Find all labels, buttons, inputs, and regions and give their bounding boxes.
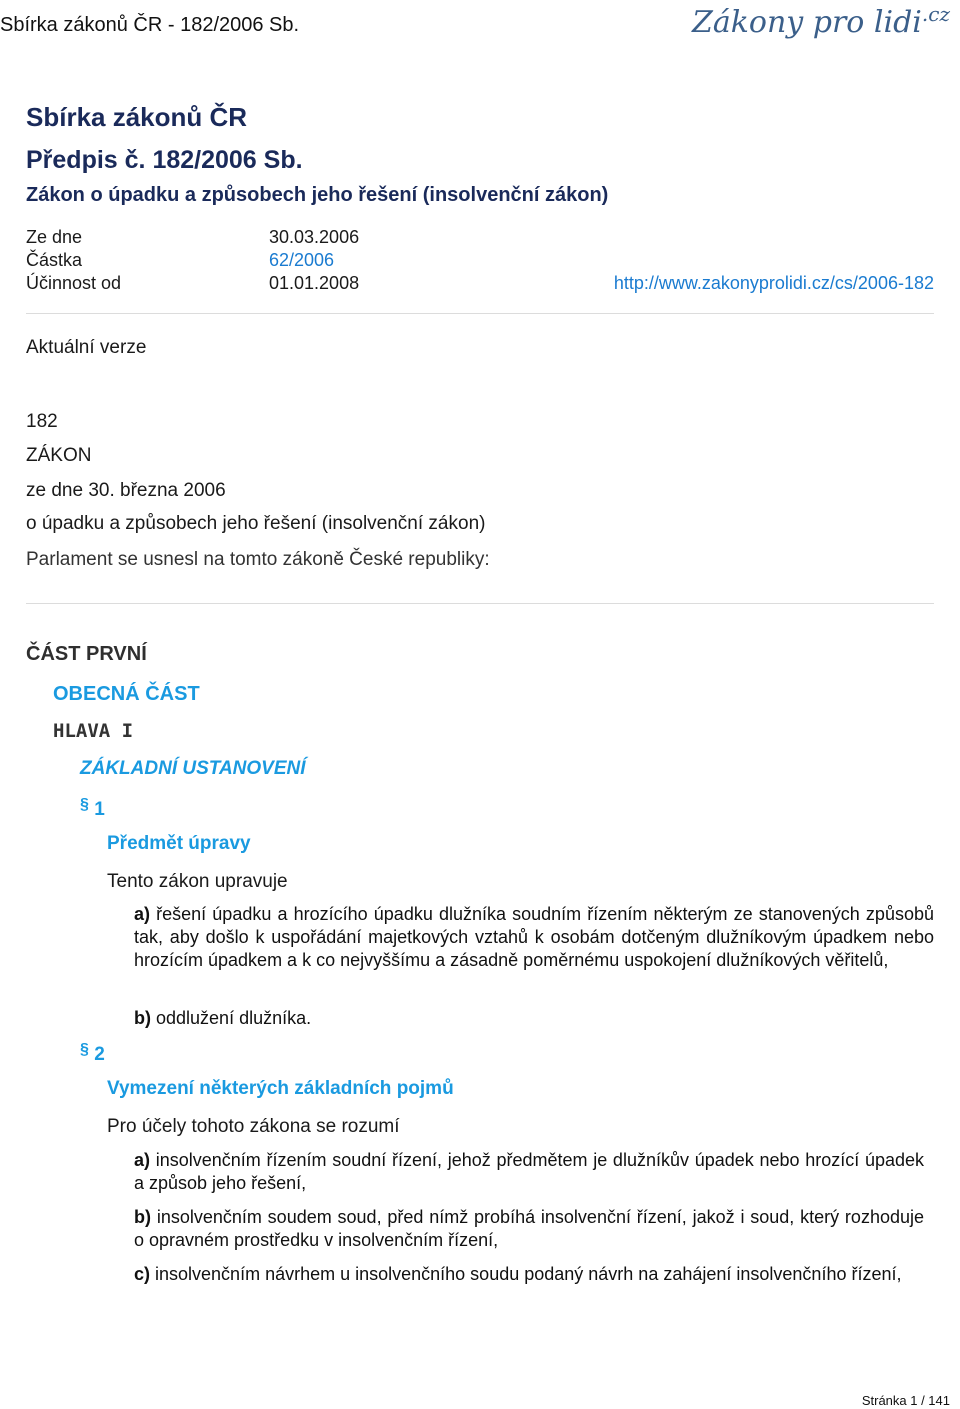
section-2-number: § 2 <box>80 1041 105 1065</box>
site-logo[interactable] <box>692 2 950 40</box>
meta-label-date: Ze dne <box>26 227 83 247</box>
version-label: Aktuální verze <box>26 337 147 358</box>
section-1-intro: Tento zákon upravuje <box>107 871 288 892</box>
section-1-title: Předmět úpravy <box>107 833 251 854</box>
list-item: b) insolvenčním soudem soud, před nímž probíhá insolvenční řízení, jakož i soud, který rozhoduje o opravném prostředku v insolvenčním řízení, <box>134 1207 924 1250</box>
list-item: c) insolvenčním návrhem u insolvenčního soudu podaný návrh na zahájení insolvenčního řízení, <box>134 1264 902 1284</box>
law-number: 182 <box>26 411 58 432</box>
divider <box>26 313 934 314</box>
law-type: ZÁKON <box>26 445 92 466</box>
law-title: Zákon o úpadku a způsobech jeho řešení (insolvenční zákon) <box>26 184 609 206</box>
law-date: ze dne 30. března 2006 <box>26 480 226 501</box>
logo-suffix: .cz <box>921 2 950 26</box>
section-1-number: § 1 <box>80 796 105 820</box>
section-2-intro: Pro účely tohoto zákona se rozumí <box>107 1116 400 1137</box>
list-item: b) oddlužení dlužníka. <box>134 1008 312 1028</box>
window-title: Sbírka zákonů ČR - 182/2006 Sb. <box>0 14 300 36</box>
head-heading: HLAVA I <box>53 720 134 742</box>
preamble: Parlament se usnesl na tomto zákoně České republiky: <box>26 549 490 570</box>
law-subject: o úpadku a způsobech jeho řešení (insolvenční zákon) <box>26 513 486 534</box>
part-heading: ČÁST PRVNÍ <box>26 643 147 665</box>
logo-text: Zákony pro lidi <box>691 5 922 40</box>
meta-label-amount: Částka <box>26 250 83 270</box>
list-item: a) insolvenčním řízením soudní řízení, jehož předmětem je dlužníkův úpadek nebo hrozící úpadek a způsob jeho řešení, <box>134 1150 924 1193</box>
collection-title: Sbírka zákonů ČR <box>26 102 248 132</box>
divider <box>26 603 934 604</box>
meta-value-date: 30.03.2006 <box>269 227 360 247</box>
regulation-number: Předpis č. 182/2006 Sb. <box>26 146 303 174</box>
section-2-title: Vymezení některých základních pojmů <box>107 1078 454 1099</box>
section-symbol: § <box>80 1041 89 1058</box>
list-item: a) řešení úpadku a hrozícího úpadku dlužníka soudním řízením některým ze stanovených způsobů tak, aby došlo k uspořádání majetkových vztahů k osobám dotčeným dlužníkovým úpadkem nebo hrozícím úpadkem a k co nejvyššímu a zásadně poměrnému uspokojení dlužníkových věřitelů, <box>134 904 934 970</box>
general-part-heading: OBECNÁ ČÁST <box>53 683 200 705</box>
basic-provisions-heading: ZÁKLADNÍ USTANOVENÍ <box>80 758 306 779</box>
page-counter: Stránka 1 / 141 <box>861 1393 950 1408</box>
source-url-link[interactable]: http://www.zakonyprolidi.cz/cs/2006-182 <box>613 273 934 293</box>
meta-value-amount-link[interactable]: 62/2006 <box>269 250 335 270</box>
meta-label-effective: Účinnost od <box>26 273 122 293</box>
section-symbol: § <box>80 796 89 813</box>
meta-value-effective: 01.01.2008 <box>269 273 360 293</box>
